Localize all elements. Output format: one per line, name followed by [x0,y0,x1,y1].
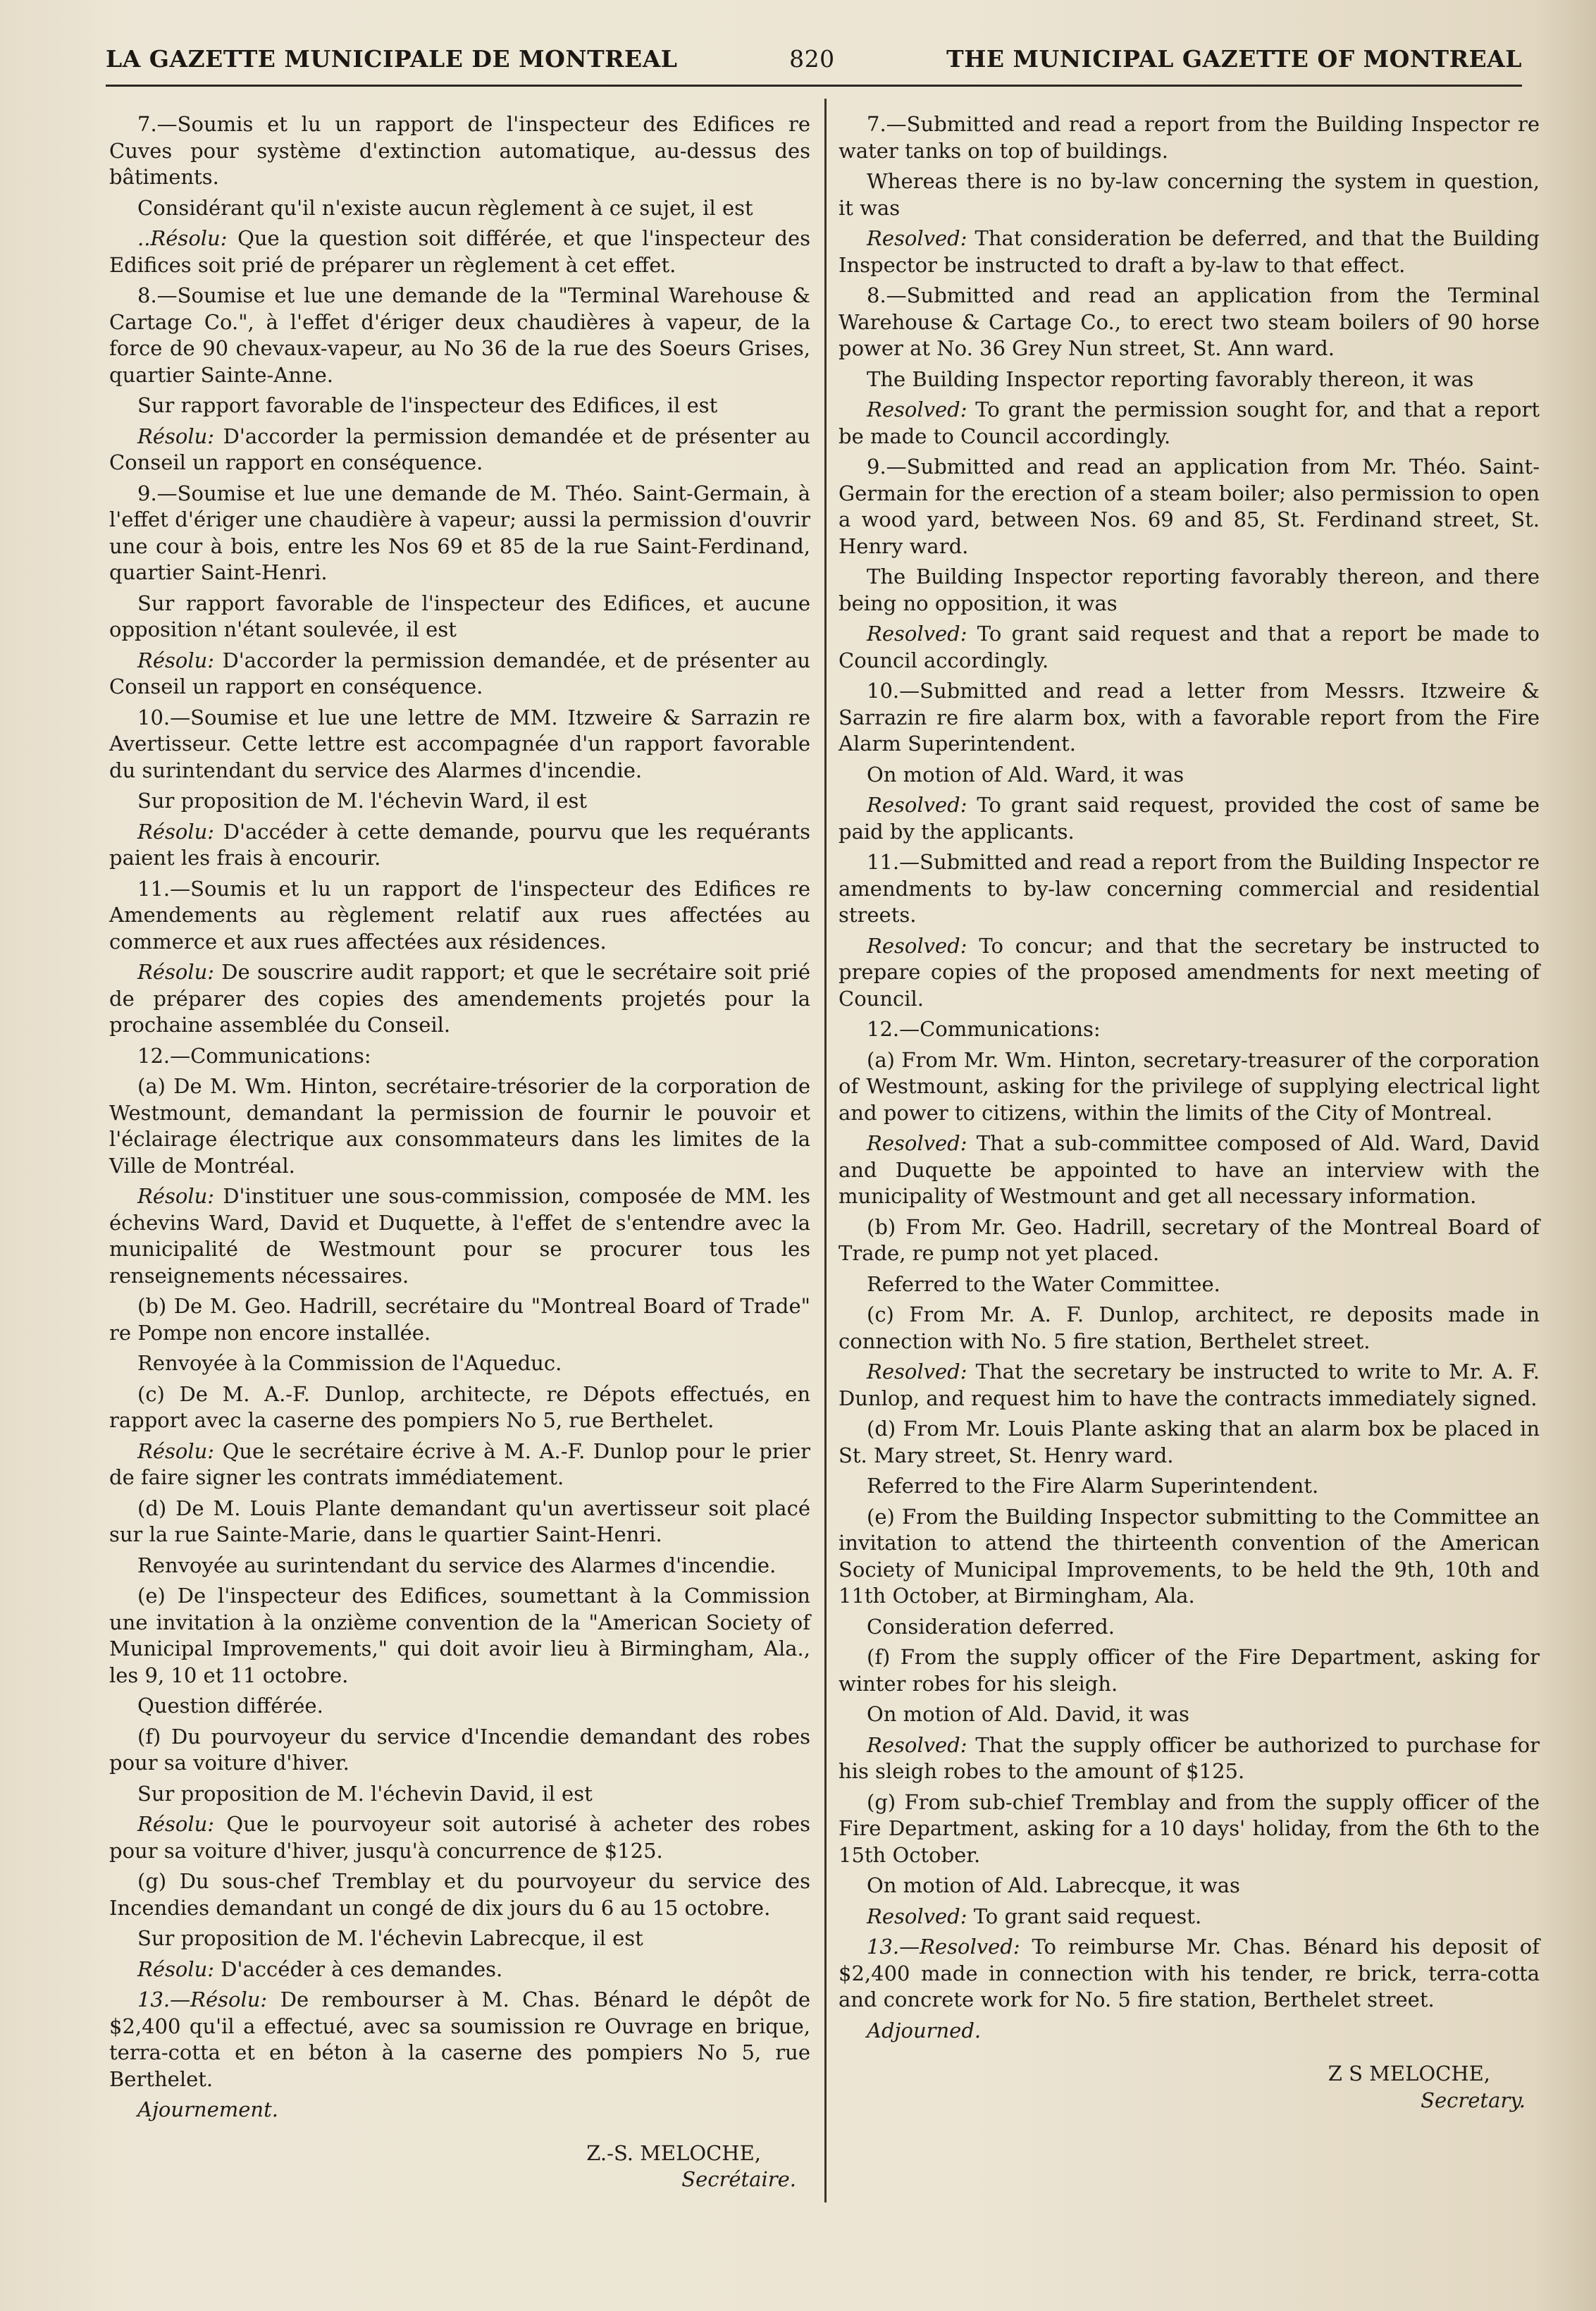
english-paragraph-text: To grant said request and that a report be made to Council accordingly. [839,622,1540,672]
french-paragraph [109,1925,810,1952]
french-paragraph-text: Question différée. [137,1694,323,1718]
french-paragraph [109,1073,810,1179]
english-paragraph-text: (d) From Mr. Louis Plante asking that an alarm box be placed in St. Mary street, St. Henry ward. [839,1417,1540,1467]
french-paragraph-text: Sur proposition de M. l'échevin David, il est [137,1781,593,1806]
english-paragraph [839,1614,1540,1641]
english-paragraph-text: Whereas there is no by-law concerning the system in question, it was [839,169,1540,220]
english-paragraph [839,1934,1540,2014]
french-paragraph-lead: 13.—Résolu: [137,1988,268,2011]
french-paragraph-lead: Résolu: [137,1812,215,1836]
english-signature-title: Secretary. [1421,2088,1526,2112]
french-signature-name: Z.-S. MELOCHE, [586,2140,761,2165]
english-paragraph [839,1873,1540,1899]
english-paragraph [839,454,1540,560]
english-paragraph [839,1644,1540,1697]
english-paragraph [839,283,1540,362]
french-paragraph-text: (g) Du sous-chef Tremblay et du pourvoyeur du service des Incendies demandant un congé de dix jours du 6 au 15 octobre. [109,1869,810,1920]
header-title-english: THE MUNICIPAL GAZETTE OF MONTREAL [946,45,1522,73]
french-paragraph [109,424,810,476]
french-paragraph [109,2097,810,2124]
english-column [839,111,1540,2118]
french-paragraph-lead: Résolu: [137,424,215,448]
english-paragraph-text: (e) From the Building Inspector submitting to the Committee an invitation to attend the thirteenth convention of the American Society of Municipal Improvements, to be held the 9th, 10th and 11th October, at Birmingham, Ala. [839,1504,1540,1608]
english-paragraph-text: 9.—Submitted and read an application from Mr. Théo. Saint-Germain for the erection of a steam boiler; also permission to open a wood yard, between Nos. 69 and 85, St. Ferdinand street, St. Henry ward. [839,455,1540,558]
english-paragraph [839,621,1540,674]
french-paragraph-lead: ..Résolu: [137,226,228,250]
french-paragraph-text: Sur rapport favorable de l'inspecteur des Edifices, et aucune opposition n'étant soulevée, il est [109,591,810,641]
english-paragraph [839,1047,1540,1127]
french-paragraph [109,1987,810,2093]
french-paragraph-text: Que la question soit différée, et que l'inspecteur des Edifices soit prié de préparer un règlement à cet effet. [109,226,810,277]
english-paragraph [839,1701,1540,1728]
french-paragraph [109,1553,810,1579]
english-paragraph-text: That consideration be deferred, and that the Building Inspector be instructed to draft a by-law to that effect. [839,226,1540,277]
french-paragraph [109,393,810,419]
english-minutes [839,111,1540,2044]
english-paragraph [839,226,1540,278]
french-paragraph [109,283,810,388]
english-paragraph-lead: Resolved: [867,226,967,250]
french-paragraph [109,195,810,222]
english-paragraph-text: To grant said request. [967,1904,1202,1928]
french-paragraph-text: (f) Du pourvoyeur du service d'Incendie demandant des robes pour sa voiture d'hiver. [109,1724,810,1775]
french-paragraph-text: D'accéder à cette demande, pourvu que les requérants paient les frais à encourir. [109,819,810,870]
french-paragraph [109,1956,810,1983]
french-paragraph [109,959,810,1039]
french-paragraph [109,648,810,701]
english-paragraph [839,1789,1540,1869]
french-paragraph-text: D'accéder à ces demandes. [214,1956,503,1981]
french-paragraph-text: 8.—Soumise et lue une demande de la "Terminal Warehouse & Cartage Co.", à l'effet d'ériger deux chaudières à vapeur, de la force de 90 chevaux-vapeur, au No 36 de la rue des Soeurs Grises, quartier Sainte-Anne. [109,283,810,387]
french-paragraph [109,111,810,191]
french-paragraph-text: De souscrire audit rapport; et que le secrétaire soit prié de préparer des copies des amendements projetés pour la prochaine assemblée du Conseil. [109,960,810,1037]
french-paragraph [109,1293,810,1346]
english-paragraph [839,1302,1540,1355]
french-paragraph-text: 7.—Soumis et lu un rapport de l'inspecteur des Edifices re Cuves pour système d'extinction automatique, au-dessus des bâtiments. [109,112,810,189]
french-paragraph [109,481,810,586]
english-paragraph-text: On motion of Ald. Ward, it was [867,762,1184,787]
english-paragraph [839,762,1540,789]
english-paragraph-text: (f) From the supply officer of the Fire Department, asking for winter robes for his sleigh. [839,1645,1540,1696]
english-paragraph [839,2018,1540,2045]
french-paragraph [109,1381,810,1434]
english-paragraph-text: (b) From Mr. Geo. Hadrill, secretary of the Montreal Board of Trade, re pump not yet placed. [839,1214,1540,1265]
english-paragraph-lead: Resolved: [867,622,967,646]
english-paragraph-text: Referred to the Water Committee. [867,1271,1220,1296]
page-header [106,45,1522,82]
english-paragraph [839,1214,1540,1267]
french-paragraph-text: (e) De l'inspecteur des Edifices, soumettant à la Commission une invitation à la onzième convention de la "American Society of Municipal Improvements," qui doit avoir lieu à Birmingham, Ala., les 9, 10 et 11 octobre. [109,1584,810,1687]
french-paragraph [109,1724,810,1777]
english-paragraph-text: 8.—Submitted and read an application from the Terminal Warehouse & Cartage Co., to erect two steam boilers of 90 horse power at No. 36 Grey Nun street, St. Ann ward. [839,283,1540,360]
french-paragraph-text: 9.—Soumise et lue une demande de M. Théo. Saint-Germain, à l'effet d'ériger une chaudière à vapeur; aussi la permission d'ouvrir une cour à bois, entre les Nos 69 et 85 de la rue Saint-Ferdinand, quartier Saint-Henri. [109,481,810,584]
french-signature-title: Secrétaire. [681,2167,796,2191]
english-paragraph-text: 10.—Submitted and read a letter from Messrs. Itzweire & Sarrazin re fire alarm box, with a favorable report from the Fire Alarm Superintendent. [839,679,1540,756]
french-paragraph-text: 11.—Soumis et lu un rapport de l'inspecteur des Edifices re Amendements au règlement relatif aux rues affectées au commerce et aux rues affectées aux résidences. [109,876,810,954]
french-paragraph [109,1438,810,1491]
english-paragraph [839,168,1540,221]
french-paragraph [109,819,810,872]
english-paragraph-lead: Resolved: [867,1904,967,1928]
english-paragraph [839,366,1540,393]
french-paragraph [109,591,810,643]
english-paragraph-text: That a sub-committee composed of Ald. Ward, David and Duquette be appointed to have an interview with the municipality of Westmount and get all necessary information. [839,1131,1540,1208]
english-paragraph-lead: Resolved: [867,398,967,421]
english-paragraph [839,564,1540,617]
english-paragraph-lead: Resolved: [867,933,967,958]
page-number: 820 [789,45,835,73]
french-paragraph [109,788,810,815]
english-paragraph [839,1732,1540,1785]
english-paragraph [839,1359,1540,1412]
french-paragraph-lead: Résolu: [137,1956,215,1981]
french-paragraph [109,1043,810,1070]
english-paragraph-text: The Building Inspector reporting favorably thereon, it was [867,366,1474,391]
english-paragraph-lead: Adjourned. [867,2018,982,2042]
english-paragraph-text: To grant the permission sought for, and that a report be made to Council accordingly. [839,398,1540,448]
french-paragraph [109,1583,810,1689]
french-paragraph-text: (b) De M. Geo. Hadrill, secrétaire du "Montreal Board of Trade" re Pompe non encore installée. [109,1294,810,1345]
english-paragraph [839,111,1540,164]
english-paragraph-text: (g) From sub-chief Tremblay and from the supply officer of the Fire Department, asking for a 10 days' holiday, from the 6th to the 15th October. [839,1789,1540,1867]
english-paragraph [839,1130,1540,1210]
english-paragraph-lead: Resolved: [867,1360,967,1383]
english-paragraph [839,1904,1540,1930]
english-paragraph-text: Consideration deferred. [867,1614,1115,1639]
english-paragraph-text: 11.—Submitted and read a report from the Building Inspector re amendments to by-law concerning commercial and residential streets. [839,850,1540,927]
english-paragraph-lead: Resolved: [867,1131,967,1155]
french-paragraph [109,1350,810,1377]
french-paragraph-text: Renvoyée à la Commission de l'Aqueduc. [137,1351,562,1375]
french-paragraph [109,1868,810,1921]
english-paragraph [839,849,1540,929]
french-paragraph-lead: Ajournement. [137,2097,278,2121]
english-paragraph-text: On motion of Ald. David, it was [867,1702,1189,1726]
english-paragraph-text: To concur; and that the secretary be instructed to prepare copies of the proposed amendments for next meeting of Council. [839,933,1540,1011]
english-paragraph-text: Referred to the Fire Alarm Superintendent. [867,1474,1319,1498]
english-signature-name: Z S MELOCHE, [1328,2062,1490,2085]
english-paragraph-text: That the secretary be instructed to write to Mr. A. F. Dunlop, and request him to have the contracts immediately signed. [839,1360,1540,1410]
header-rule [106,85,1522,87]
french-paragraph-lead: Résolu: [137,819,215,844]
french-paragraph-lead: Résolu: [137,1438,215,1463]
french-minutes [109,111,810,2124]
french-paragraph-lead: Résolu: [137,1184,215,1208]
english-paragraph-text: 7.—Submitted and read a report from the Building Inspector re water tanks on top of buildings. [839,112,1540,163]
french-paragraph [109,705,810,784]
french-paragraph-text: Que le secrétaire écrive à M. A.-F. Dunlop pour le prier de faire signer les contrats immédiatement. [109,1438,810,1489]
french-paragraph-text: Considérant qu'il n'existe aucun règlement à ce sujet, il est [137,195,753,220]
french-paragraph-text: (a) De M. Wm. Hinton, secrétaire-trésorier de la corporation de Westmount, demandant la permission de fournir le pouvoir et l'éclairage électrique aux consommateurs dans les limites de la Ville de Montréal. [109,1074,810,1178]
english-paragraph [839,1416,1540,1469]
french-paragraph-text: Sur proposition de M. l'échevin Labrecque, il est [137,1926,643,1950]
english-paragraph [839,678,1540,758]
english-paragraph-text: To grant said request, provided the cost of same be paid by the applicants. [839,793,1540,844]
english-paragraph-lead: Resolved: [867,1732,967,1757]
french-paragraph-text: (d) De M. Louis Plante demandant qu'un avertisseur soit placé sur la rue Sainte-Marie, dans le quartier Saint-Henri. [109,1496,810,1546]
french-column [109,111,810,2198]
header-title-french: LA GAZETTE MUNICIPALE DE MONTREAL [106,45,678,73]
english-paragraph [839,1473,1540,1500]
english-paragraph-text: (a) From Mr. Wm. Hinton, secretary-treasurer of the corporation of Westmount, asking for the privilege of supplying electrical light and power to citizens, within the limits of the City of Montreal. [839,1047,1540,1125]
english-paragraph [839,1504,1540,1610]
english-paragraph-lead: 13.—Resolved: [867,1935,1020,1959]
english-paragraph-text: The Building Inspector reporting favorably thereon, and there being no opposition, it was [839,565,1540,615]
french-paragraph-text: Que le pourvoyeur soit autorisé à acheter des robes pour sa voiture d'hiver, jusqu'à concurrence de $125. [109,1812,810,1863]
french-paragraph-text: Renvoyée au surintendant du service des Alarmes d'incendie. [137,1553,777,1577]
french-paragraph [109,1781,810,1808]
english-paragraph [839,397,1540,450]
french-paragraph-text: De rembourser à M. Chas. Bénard le dépôt de $2,400 qu'il a effectué, avec sa soumission re Ouvrage en brique, terra-cotta et en béton à la caserne des pompiers No 5, rue Berthelet. [109,1988,810,2091]
english-paragraph [839,933,1540,1013]
english-paragraph-text: (c) From Mr. A. F. Dunlop, architect, re deposits made in connection with No. 5 fire station, Berthelet street. [839,1302,1540,1353]
french-paragraph [109,1496,810,1548]
french-paragraph [109,226,810,278]
english-paragraph-text: 12.—Communications: [867,1017,1101,1041]
english-paragraph [839,1016,1540,1043]
french-paragraph [109,1693,810,1720]
french-paragraph-text: (c) De M. A.-F. Dunlop, architecte, re Dépots effectués, en rapport avec la caserne des pompiers No 5, rue Berthelet. [109,1381,810,1432]
column-divider [824,99,827,2202]
french-paragraph-text: 12.—Communications: [137,1043,371,1068]
french-paragraph [109,1811,810,1864]
french-paragraph-text: Sur rapport favorable de l'inspecteur des Edifices, il est [137,393,718,417]
english-paragraph-text: That the supply officer be authorized to purchase for his sleigh robes to the amount of $125. [839,1732,1540,1783]
french-paragraph-text: D'instituer une sous-commission, composée de MM. les échevins Ward, David et Duquette, à l'effet de s'entendre avec la municipalité de Westmount pour se procurer tous les renseignements nécessaires. [109,1184,810,1288]
french-paragraph-text: D'accorder la permission demandée et de présenter au Conseil un rapport en conséquence. [109,424,810,474]
french-paragraph-text: 10.—Soumise et lue une lettre de MM. Itzweire & Sarrazin re Avertisseur. Cette lettre est accompagnée d'un rapport favorable du surintendant du service des Alarmes d'incendie. [109,705,810,782]
french-paragraph-text: D'accorder la permission demandée, et de présenter au Conseil un rapport en conséquence. [109,648,810,698]
english-paragraph-text: On motion of Ald. Labrecque, it was [867,1873,1240,1897]
english-paragraph [839,1271,1540,1298]
english-paragraph [839,792,1540,845]
english-paragraph-lead: Resolved: [867,793,967,817]
english-paragraph-text: To reimburse Mr. Chas. Bénard his deposit of $2,400 made in connection with his tender, re brick, terra-cotta and concrete work for No. 5 fire station, Berthelet street. [839,1935,1540,2011]
french-paragraph [109,1183,810,1289]
french-paragraph-lead: Résolu: [137,648,215,672]
french-paragraph-text: Sur proposition de M. l'échevin Ward, il est [137,789,587,813]
french-paragraph-lead: Résolu: [137,960,215,984]
french-paragraph [109,876,810,956]
